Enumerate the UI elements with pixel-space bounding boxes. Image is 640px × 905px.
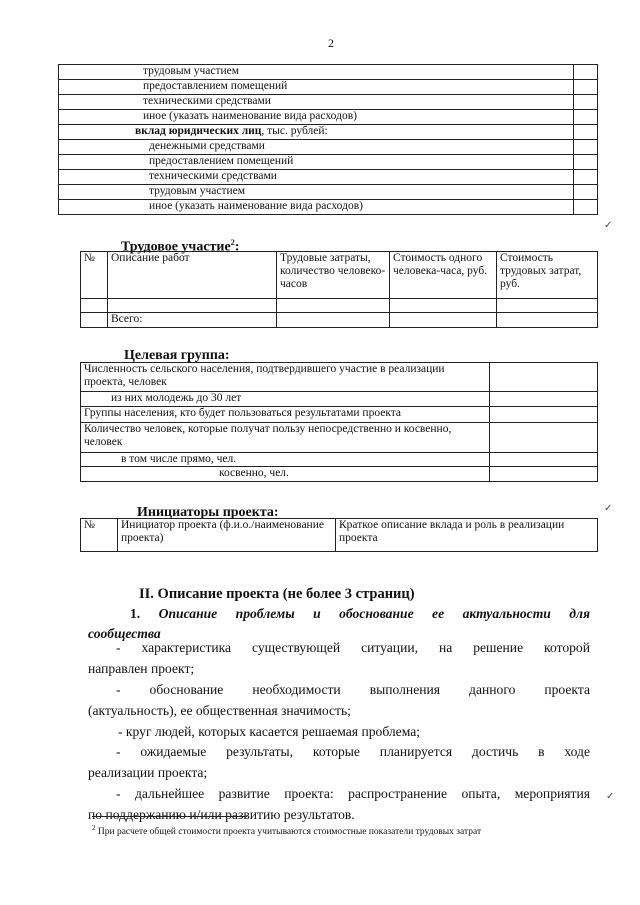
labor-col-hours: Трудовые затраты, количество человеко-часов xyxy=(277,252,390,299)
initiators-col-name: Инициатор проекта (ф.и.о./наименование проекта) xyxy=(118,519,336,552)
page-number: 2 xyxy=(328,36,334,50)
description-item-line: - обоснование необходимости выполнения данного проекта xyxy=(116,682,590,697)
contribution-value xyxy=(574,185,598,200)
margin-tick: ✓ xyxy=(606,791,615,802)
description-item-continuation: (актуальность), ее общественная значимость; xyxy=(88,703,351,718)
footnote-divider xyxy=(92,816,247,817)
contribution-label: предоставлением помещений xyxy=(59,155,574,170)
contributions-table xyxy=(58,64,598,215)
contribution-value xyxy=(574,80,598,95)
subsection-title-line2: сообщества xyxy=(88,626,161,641)
section-title: II. Описание проекта (не более 3 страниц) xyxy=(139,586,415,602)
labor-header-row xyxy=(81,252,598,299)
contribution-row xyxy=(59,65,598,80)
labor-table xyxy=(80,251,598,328)
contribution-row xyxy=(59,155,598,170)
labor-col-no: № xyxy=(81,252,108,299)
subsection-title-line1: 1. Описание проблемы и обоснование ее актуальности для xyxy=(130,606,591,621)
contribution-row xyxy=(59,125,598,140)
initiators-col-no: № xyxy=(81,519,118,552)
margin-tick: ✓ xyxy=(604,220,613,231)
description-item-line: - дальнейшее развитие проекта: распространение опыта, мероприятия xyxy=(116,786,590,801)
contribution-label: вклад юридических лиц, тыс. рублей: xyxy=(59,125,574,140)
description-item-line: - ожидаемые результаты, которые планируется достичь в ходе xyxy=(116,744,590,759)
labor-col-description: Описание работ xyxy=(108,252,277,299)
contribution-row xyxy=(59,110,598,125)
contribution-value xyxy=(574,65,598,80)
contribution-row xyxy=(59,185,598,200)
target-row: косвенно, чел. xyxy=(81,467,598,482)
contribution-label: техническими средствами xyxy=(59,95,574,110)
labor-total-label: Всего: xyxy=(108,313,277,328)
labor-col-total-cost: Стоимость трудовых затрат, руб. xyxy=(497,252,598,299)
target-heading: Целевая группа: xyxy=(124,348,230,363)
contribution-value xyxy=(574,200,598,215)
target-row: Группы населения, кто будет пользоваться результатами проекта xyxy=(81,407,598,423)
initiators-heading: Инициаторы проекта: xyxy=(137,505,279,520)
contribution-label: техническими средствами xyxy=(59,170,574,185)
labor-empty-row xyxy=(81,299,598,313)
contribution-label: иное (указать наименование вида расходов) xyxy=(59,200,574,215)
contribution-value xyxy=(574,170,598,185)
contribution-label: трудовым участием xyxy=(59,65,574,80)
contribution-label: трудовым участием xyxy=(59,185,574,200)
footnote: $^2$ При расчете общей стоимости проекта учитываются стоимостные показатели трудовых затрат xyxy=(92,824,482,838)
contribution-label: предоставлением помещений xyxy=(59,80,574,95)
contribution-row xyxy=(59,95,598,110)
description-item-continuation: по поддержанию и/или развитию результатов. xyxy=(88,807,355,822)
labor-heading: Трудовое участие$^2$: xyxy=(121,238,240,255)
target-row: из них молодежь до 30 лет xyxy=(81,392,598,407)
contribution-row xyxy=(59,80,598,95)
labor-col-hour-cost: Стоимость одного человека-часа, руб. xyxy=(390,252,497,299)
contribution-row xyxy=(59,170,598,185)
target-row: в том числе прямо, чел. xyxy=(81,453,598,467)
initiators-header-row xyxy=(81,519,598,552)
description-item-line: - круг людей, которых касается решаемая проблема; xyxy=(118,724,421,739)
description-item-continuation: реализации проекта; xyxy=(88,765,208,780)
contribution-value xyxy=(574,125,598,140)
description-item-continuation: направлен проект; xyxy=(88,661,195,676)
contribution-label: иное (указать наименование вида расходов) xyxy=(59,110,574,125)
target-row: Численность сельского населения, подтвердившего участие в реализации проекта, человек xyxy=(81,363,598,392)
initiators-table xyxy=(80,518,598,552)
contribution-row xyxy=(59,140,598,155)
margin-tick: ✓ xyxy=(604,503,613,514)
labor-total-row xyxy=(81,313,598,328)
contribution-row xyxy=(59,200,598,215)
contribution-value xyxy=(574,140,598,155)
contribution-value xyxy=(574,110,598,125)
initiators-col-role: Краткое описание вклада и роль в реализации проекта xyxy=(336,519,598,552)
contribution-value xyxy=(574,95,598,110)
target-row: Количество человек, которые получат пользу непосредственно и косвенно, человек xyxy=(81,423,598,453)
description-item-line: - характеристика существующей ситуации, на решение которой xyxy=(116,640,590,655)
contribution-label: денежными средствами xyxy=(59,140,574,155)
contribution-value xyxy=(574,155,598,170)
target-table xyxy=(80,362,598,482)
